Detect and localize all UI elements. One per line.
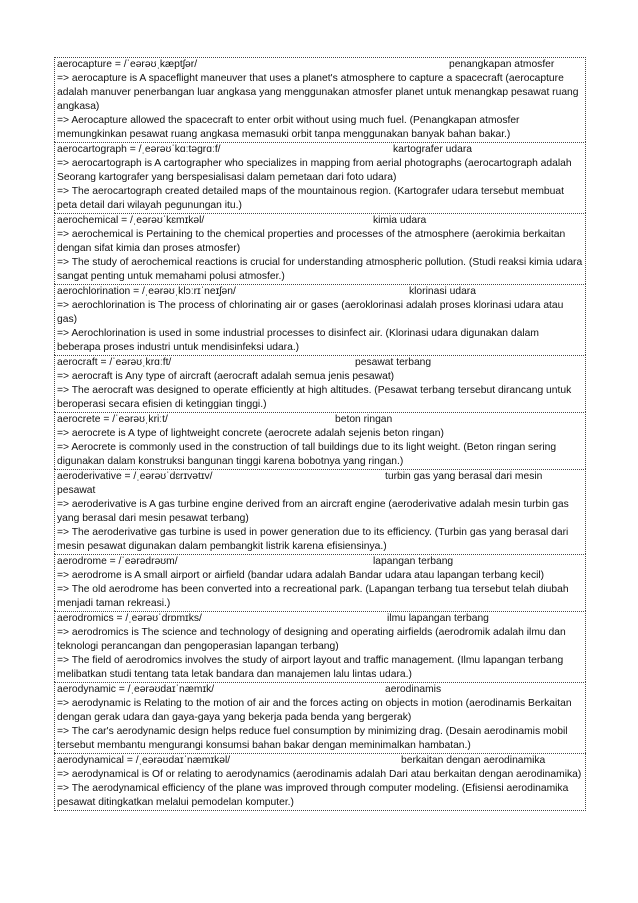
- entry-example: => The old aerodrome has been converted into a recreational park. (Lapangan terbang tua tersebut telah diubah menjadi taman rekreasi.): [57, 584, 569, 609]
- dictionary-entry: [54, 469, 586, 554]
- dictionary-entry: [54, 412, 586, 469]
- entry-example: => Aerochlorination is used in some industrial processes to disinfect air. (Klorinasi udara digunakan dalam beberapa proses industri untuk mendisinfeksi udara.): [57, 328, 539, 353]
- entry-example: => The study of aerochemical reactions is crucial for understanding atmospheric pollution. (Studi reaksi kimia udara sangat penting untuk memahami polusi atmosfer.): [57, 257, 583, 282]
- entry-headword: aerodynamical = /ˌeərəʊdaɪˈnæmɪkəl/: [57, 755, 231, 766]
- entry-translation: lapangan terbang: [373, 556, 454, 567]
- entry-headword: aerodromics = /ˌeərəʊˈdrɒmɪks/: [57, 613, 202, 624]
- entry-example: => The aerocartograph created detailed maps of the mountainous region. (Kartografer udara tersebut membuat peta detail dari wilayah pegunungan itu.): [57, 186, 564, 211]
- entry-translation: penangkapan atmosfer: [449, 59, 555, 70]
- entry-translation: ilmu lapangan terbang: [387, 613, 489, 624]
- entry-translation: beton ringan: [335, 414, 393, 425]
- entry-example: => The aerodynamical efficiency of the plane was improved through computer modeling. (Efisiensi aerodinamika pesawat ditingkatkan melalui pemodelan komputer.): [57, 783, 569, 808]
- entry-headword: aerocartograph = /ˌeərəʊˈkɑːtəɡrɑːf/: [57, 144, 221, 155]
- entry-headword: aerocraft = /ˈeərəʊˌkrɑːft/: [57, 357, 172, 368]
- entry-translation: berkaitan dengan aerodinamika: [401, 755, 546, 766]
- entry-example: => Aerocrete is commonly used in the construction of tall buildings due to its light weight. (Beton ringan sering digunakan dalam konstruksi bangunan tinggi karena bobotnya yang ringan.): [57, 442, 557, 467]
- entry-definition: => aerocrete is A type of lightweight concrete (aerocrete adalah sejenis beton ringan): [57, 428, 444, 439]
- entry-translation: aerodinamis: [385, 684, 442, 695]
- entry-definition: pesawat => aeroderivative is A gas turbine engine derived from an aircraft engine (aeroderivative adalah mesin turbin gas yang berasal dari mesin pesawat terbang): [57, 485, 569, 524]
- entry-definition: => aerodynamical is Of or relating to aerodynamics (aerodinamis adalah Dari atau berkaitan dengan aerodinamika): [57, 769, 582, 780]
- dictionary-entry: [54, 142, 586, 213]
- entry-headword: aerochemical = /ˌeərəʊˈkɛmɪkəl/: [57, 215, 205, 226]
- entry-definition: => aerodromics is The science and technology of designing and operating airfields (aerodromik adalah ilmu dan teknologi perancangan dan pengoperasian lapangan terbang): [57, 627, 566, 652]
- entry-headword: aerochlorination = /ˌeərəʊˌklɔːrɪˈneɪʃən/: [57, 286, 236, 297]
- entry-translation: kimia udara: [373, 215, 427, 226]
- entry-example: => The aerocraft was designed to operate efficiently at high altitudes. (Pesawat terbang tersebut dirancang untuk beroperasi secara efisien di ketinggian tinggi.): [57, 385, 572, 410]
- dictionary-entry: [54, 57, 586, 142]
- entry-definition: => aerodynamic is Relating to the motion of air and the forces acting on objects in motion (aerodinamis Berkaitan dengan gerak udara dan gaya-gaya yang bekerja pada benda yang bergerak): [57, 698, 572, 723]
- dictionary-entry: [54, 355, 586, 412]
- entry-headword: aerocrete = /ˈeərəʊˌkriːt/: [57, 414, 168, 425]
- dictionary-entry: [54, 213, 586, 284]
- entry-headword: aeroderivative = /ˌeərəʊˈdɛrɪvətɪv/: [57, 471, 213, 482]
- entry-definition: => aerochlorination is The process of chlorinating air or gases (aeroklorinasi adalah proses klorinasi udara atau gas): [57, 300, 564, 325]
- entry-definition: => aerocapture is A spaceflight maneuver that uses a planet's atmosphere to capture a spacecraft (aerocapture adalah manuver penerbangan luar angkasa yang menggunakan atmosfer planet untuk menangkap pesawat ruang angkasa): [57, 73, 579, 112]
- entry-example: => The aeroderivative gas turbine is used in power generation due to its efficiency. (Turbin gas yang berasal dari mesin pesawat digunakan dalam pembangkit listrik karena efisiensinya.): [57, 527, 569, 552]
- entry-definition: => aerocartograph is A cartographer who specializes in mapping from aerial photographs (aerocartograph adalah Seorang kartografer yang berspesialisasi dalam pemetaan dari foto udara): [57, 158, 572, 183]
- entry-headword: aerodynamic = /ˌeərəʊdaɪˈnæmɪk/: [57, 684, 215, 695]
- dictionary-entry: [54, 753, 586, 811]
- entry-example: => The field of aerodromics involves the study of airport layout and traffic management. (Ilmu lapangan terbang melibatkan studi tentang tata letak bandara dan manajemen lalu lintas udara.): [57, 655, 564, 680]
- entry-headword: aerodrome = /ˈeərədrəʊm/: [57, 556, 178, 567]
- entry-translation: klorinasi udara: [409, 286, 476, 297]
- entry-translation: pesawat terbang: [355, 357, 432, 368]
- entry-definition: => aerocraft is Any type of aircraft (aerocraft adalah semua jenis pesawat): [57, 371, 395, 382]
- dictionary-page: [54, 57, 586, 811]
- dictionary-entry: [54, 611, 586, 682]
- entry-translation: turbin gas yang berasal dari mesin: [385, 471, 543, 482]
- entry-definition: => aerodrome is A small airport or airfield (bandar udara adalah Bandar udara atau lapangan terbang kecil): [57, 570, 545, 581]
- dictionary-entry: [54, 284, 586, 355]
- entry-example: => The car's aerodynamic design helps reduce fuel consumption by minimizing drag. (Desain aerodinamis mobil tersebut membantu mengurangi konsumsi bahan bakar dengan meminimalkan hambatan.): [57, 726, 568, 751]
- dictionary-entry: [54, 682, 586, 753]
- dictionary-entry: [54, 554, 586, 611]
- entry-translation: kartografer udara: [393, 144, 472, 155]
- entry-example: => Aerocapture allowed the spacecraft to enter orbit without using much fuel. (Penangkapan atmosfer memungkinkan pesawat ruang angkasa memasuki orbit tanpa menggunakan banyak bahan bakar.): [57, 115, 520, 140]
- entry-definition: => aerochemical is Pertaining to the chemical properties and processes of the atmosphere (aerokimia berkaitan dengan sifat kimia dan proses atmosfer): [57, 229, 566, 254]
- entry-headword: aerocapture = /ˈeərəʊˌkæptʃər/: [57, 59, 198, 70]
